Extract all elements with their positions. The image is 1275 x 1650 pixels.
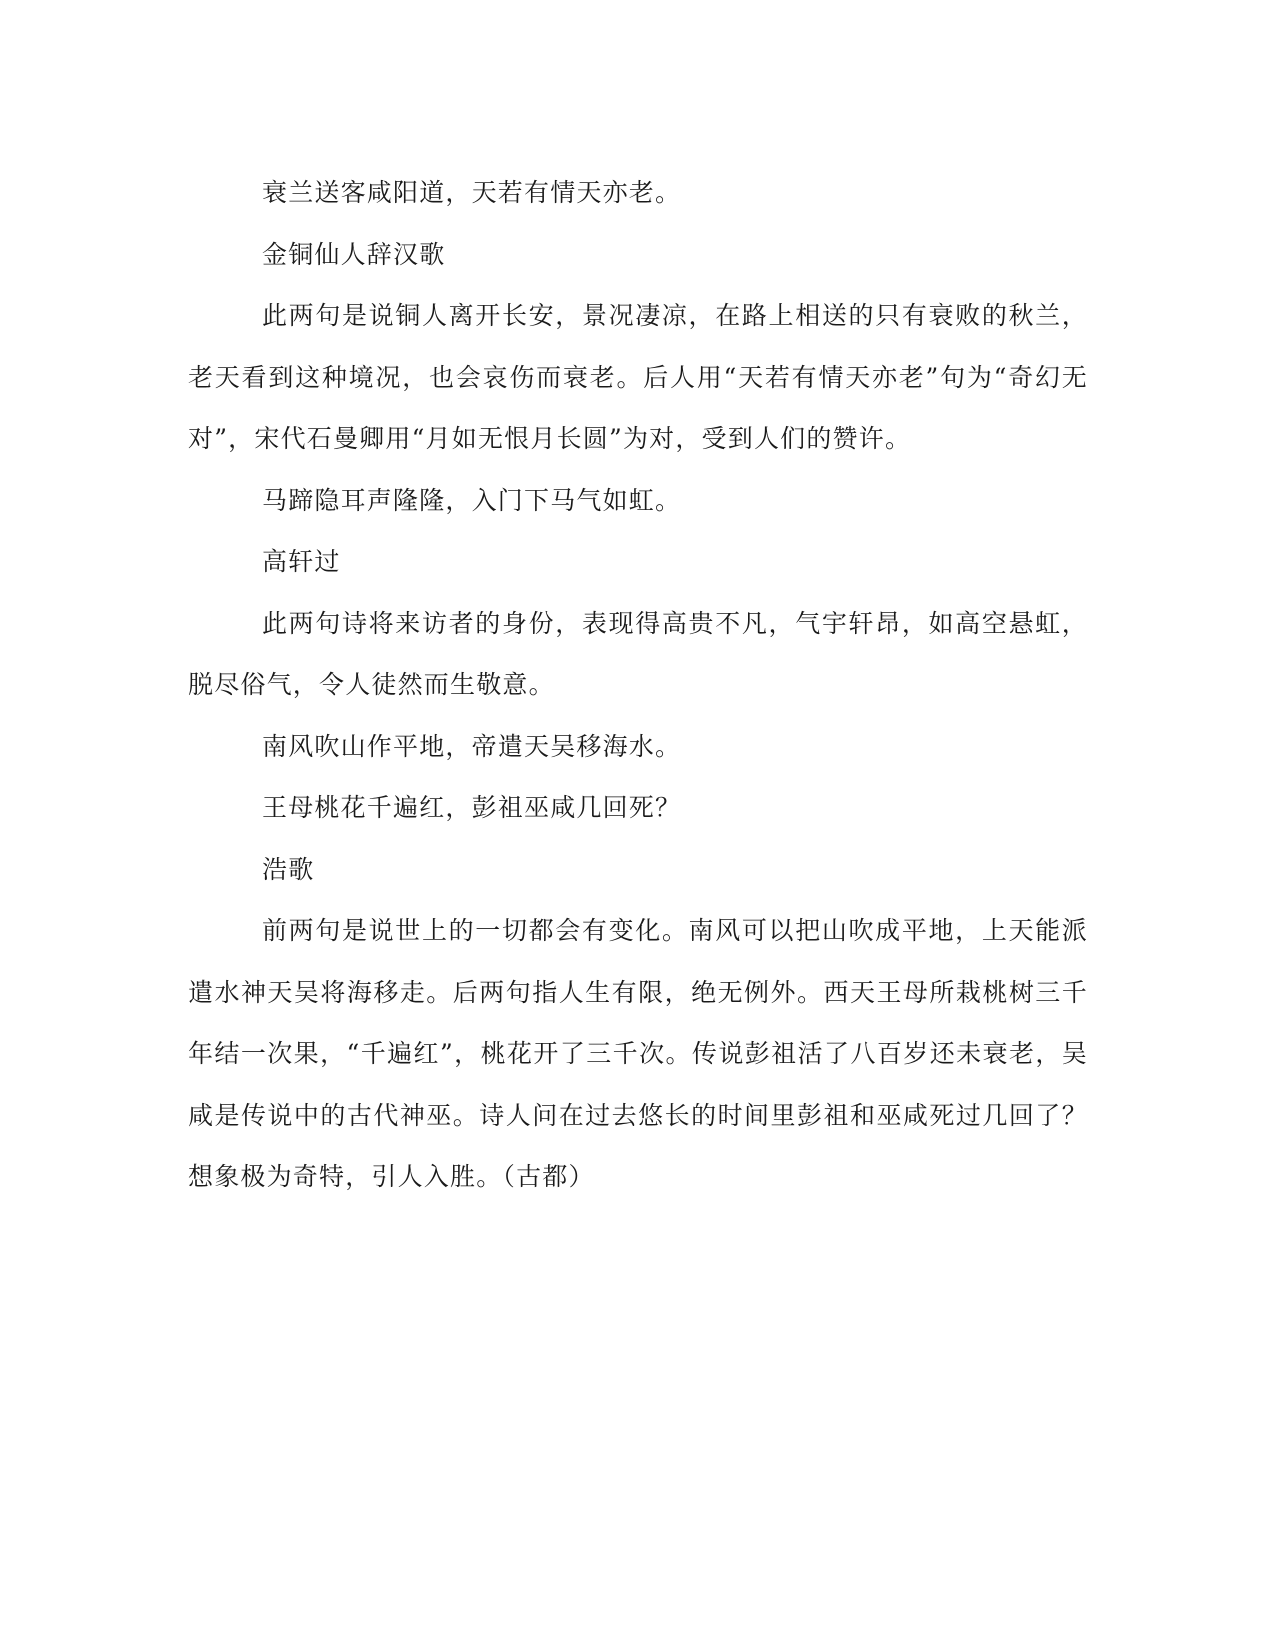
poem-line: 南风吹山作平地，帝遣天吴移海水。 [262,731,682,761]
commentary-paragraph: 此两句是说铜人离开长安，景况凄凉，在路上相送的只有衰败的秋兰，老天看到这种境况，也会哀伤而衰老。后人用“天若有情天亦老”句为“奇幻无对”，宋代石曼卿用“月如无恨月长圆”为对，受到人们的赞许。 [188,301,1088,453]
commentary-paragraph: 前两句是说世上的一切都会有变化。南风可以把山吹成平地，上天能派遣水神天吴将海移走。后两句指人生有限，绝无例外。西天王母所栽桃树三千年结一次果，“千遍红”，桃花开了三千次。传说彭祖活了八百岁还未衰老，吴咸是传说中的古代神巫。诗人问在过去悠长的时间里彭祖和巫咸死过几回了？想象极为奇特，引人入胜。（古都） [188,916,1088,1191]
poem-title: 金铜仙人辞汉歌 [262,239,446,269]
poem-line: 马蹄隐耳声隆隆，入门下马气如虹。 [262,485,682,515]
document-body [188,162,1088,1208]
poem-title: 高轩过 [262,547,341,576]
poem-line: 衰兰送客咸阳道，天若有情天亦老。 [262,178,682,207]
poem-line: 王母桃花千遍红，彭祖巫咸几回死？ [262,793,682,822]
poem-title: 浩歌 [262,854,315,884]
commentary-paragraph: 此两句诗将来访者的身份，表现得高贵不凡，气宇轩昂，如高空悬虹，脱尽俗气，令人徒然而生敬意。 [188,608,1088,699]
